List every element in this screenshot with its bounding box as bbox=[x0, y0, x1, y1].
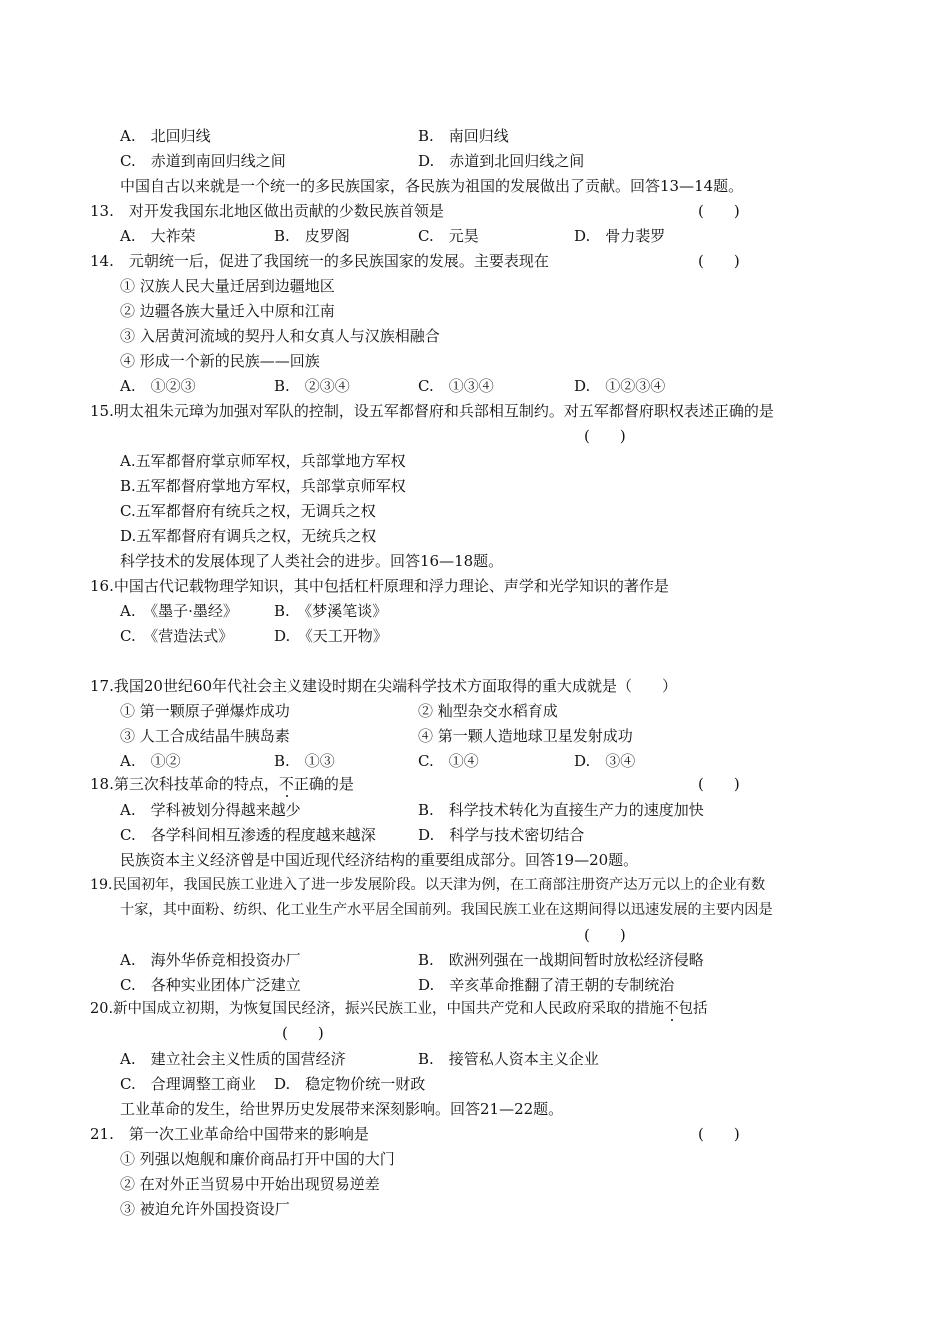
option-a: A. 北回归线 bbox=[120, 127, 211, 145]
emphasis-char: 不 bbox=[278, 775, 294, 793]
option-a: A.五军都督府掌京师军权，兵部掌地方军权 bbox=[120, 452, 406, 470]
option-c: C. 各学科间相互渗透的程度越来越深 bbox=[120, 826, 376, 844]
question-stem: 14. 元朝统一后，促进了我国统一的多民族国家的发展。主要表现在 bbox=[90, 252, 549, 270]
option-d: D. ③④ bbox=[574, 752, 636, 770]
stem-text: 正确的是 bbox=[293, 775, 354, 793]
option-d: D. 骨力裴罗 bbox=[574, 227, 666, 245]
answer-blank: ( ) bbox=[584, 926, 626, 944]
list-item: ③ 入居黄河流域的契丹人和女真人与汉族相融合 bbox=[120, 327, 440, 345]
answer-blank: ( ) bbox=[698, 1125, 740, 1143]
option-a: A. 《墨子·墨经》 bbox=[120, 602, 238, 620]
option-d: D. 《天工开物》 bbox=[274, 627, 388, 645]
list-item: ④ 第一颗人造地球卫星发射成功 bbox=[418, 727, 633, 745]
option-b: B. 南回归线 bbox=[418, 127, 509, 145]
option-a: A. 建立社会主义性质的国营经济 bbox=[120, 1050, 346, 1068]
stem-text: 18.第三次科技革命的特点， bbox=[90, 775, 279, 793]
option-c: C. ①④ bbox=[418, 752, 479, 770]
option-c: C. 《营造法式》 bbox=[120, 627, 234, 645]
list-item: ① 汉族人民大量迁居到边疆地区 bbox=[120, 277, 335, 295]
option-d: D. 稳定物价统一财政 bbox=[274, 1075, 426, 1093]
list-item: ③ 被迫允许外国投资设厂 bbox=[120, 1200, 290, 1218]
list-item: ① 第一颗原子弹爆炸成功 bbox=[120, 702, 290, 720]
option-b: B. 欧洲列强在一战期间暂时放松经济侵略 bbox=[418, 951, 704, 969]
option-a: A. 学科被划分得越来越少 bbox=[120, 801, 301, 819]
section-intro: 中国自古以来就是一个统一的多民族国家，各民族为祖国的发展做出了贡献。回答13—14题。 bbox=[120, 177, 744, 195]
section-intro: 工业革命的发生，给世界历史发展带来深刻影响。回答21—22题。 bbox=[120, 1100, 564, 1118]
emphasis-char: 不 bbox=[664, 1001, 679, 1017]
answer-blank: ( ) bbox=[584, 427, 626, 445]
option-b: B. 接管私人资本主义企业 bbox=[418, 1050, 599, 1068]
question-stem: 16.中国古代记载物理学知识，其中包括杠杆原理和浮力理论、声学和光学知识的著作是 bbox=[90, 577, 669, 595]
list-item: ② 籼型杂交水稻育成 bbox=[418, 702, 558, 720]
list-item: ② 在对外正当贸易中开始出现贸易逆差 bbox=[120, 1175, 380, 1193]
option-b: B.五军都督府掌地方军权，兵部掌京师军权 bbox=[120, 477, 406, 495]
list-item: ④ 形成一个新的民族——回族 bbox=[120, 352, 320, 370]
option-d: D. 辛亥革命推翻了清王朝的专制统治 bbox=[418, 976, 675, 994]
option-c: C. 元昊 bbox=[418, 227, 479, 245]
option-b: B. ①③ bbox=[274, 752, 335, 770]
option-d: D. 科学与技术密切结合 bbox=[418, 826, 585, 844]
answer-blank: ( ) bbox=[698, 202, 740, 220]
option-d: D. ①②③④ bbox=[574, 377, 666, 395]
section-intro: 科学技术的发展体现了人类社会的进步。回答16—18题。 bbox=[120, 552, 504, 570]
question-stem: 15.明太祖朱元璋为加强对军队的控制，设五军都督府和兵部相互制约。对五军都督府职权表述正确的是 bbox=[90, 402, 774, 420]
answer-blank: ( ) bbox=[698, 252, 740, 270]
section-intro: 民族资本主义经济曾是中国近现代经济结构的重要组成部分。回答19—20题。 bbox=[120, 851, 639, 869]
option-a: A. 海外华侨竞相投资办厂 bbox=[120, 951, 301, 969]
question-stem: 十家，其中面粉、纺织、化工业生产水平居全国前列。我国民族工业在这期间得以迅速发展的主要内因是 bbox=[120, 902, 773, 918]
option-b: B. ②③④ bbox=[274, 377, 350, 395]
option-a: A. ①②③ bbox=[120, 377, 196, 395]
option-b: B. 《梦溪笔谈》 bbox=[274, 602, 388, 620]
option-a: A. 大祚荣 bbox=[120, 227, 196, 245]
option-c: C. ①③④ bbox=[418, 377, 494, 395]
question-stem bbox=[90, 999, 708, 1019]
question-stem: 17.我国20世纪60年代社会主义建设时期在尖端科学技术方面取得的重大成就是（ ） bbox=[90, 677, 678, 695]
stem-text: 包括 bbox=[678, 1001, 708, 1017]
option-d: D.五军都督府有调兵之权，无统兵之权 bbox=[120, 527, 377, 545]
option-b: B. 科学技术转化为直接生产力的速度加快 bbox=[418, 801, 704, 819]
list-item: ③ 人工合成结晶牛胰岛素 bbox=[120, 727, 290, 745]
question-stem: 13. 对开发我国东北地区做出贡献的少数民族首领是 bbox=[90, 202, 444, 220]
question-stem: 19.民国初年，我国民族工业进入了进一步发展阶段。以天津为例，在工商部注册资产达万元以上的企业有数 bbox=[90, 877, 766, 893]
option-c: C. 各种实业团体广泛建立 bbox=[120, 976, 301, 994]
stem-text: 20.新中国成立初期，为恢复国民经济，振兴民族工业，中国共产党和人民政府采取的措施 bbox=[90, 1001, 665, 1017]
option-a: A. ①② bbox=[120, 752, 181, 770]
answer-blank: ( ) bbox=[282, 1024, 324, 1042]
question-stem bbox=[90, 774, 354, 794]
question-stem: 21. 第一次工业革命给中国带来的影响是 bbox=[90, 1125, 369, 1143]
option-c: C. 赤道到南回归线之间 bbox=[120, 152, 286, 170]
option-d: D. 赤道到北回归线之间 bbox=[418, 152, 585, 170]
list-item: ① 列强以炮舰和廉价商品打开中国的大门 bbox=[120, 1150, 395, 1168]
option-c: C. 合理调整工商业 bbox=[120, 1075, 256, 1093]
answer-blank: ( ) bbox=[698, 775, 740, 793]
list-item: ② 边疆各族大量迁入中原和江南 bbox=[120, 302, 335, 320]
option-b: B. 皮罗阁 bbox=[274, 227, 350, 245]
option-c: C.五军都督府有统兵之权，无调兵之权 bbox=[120, 502, 376, 520]
